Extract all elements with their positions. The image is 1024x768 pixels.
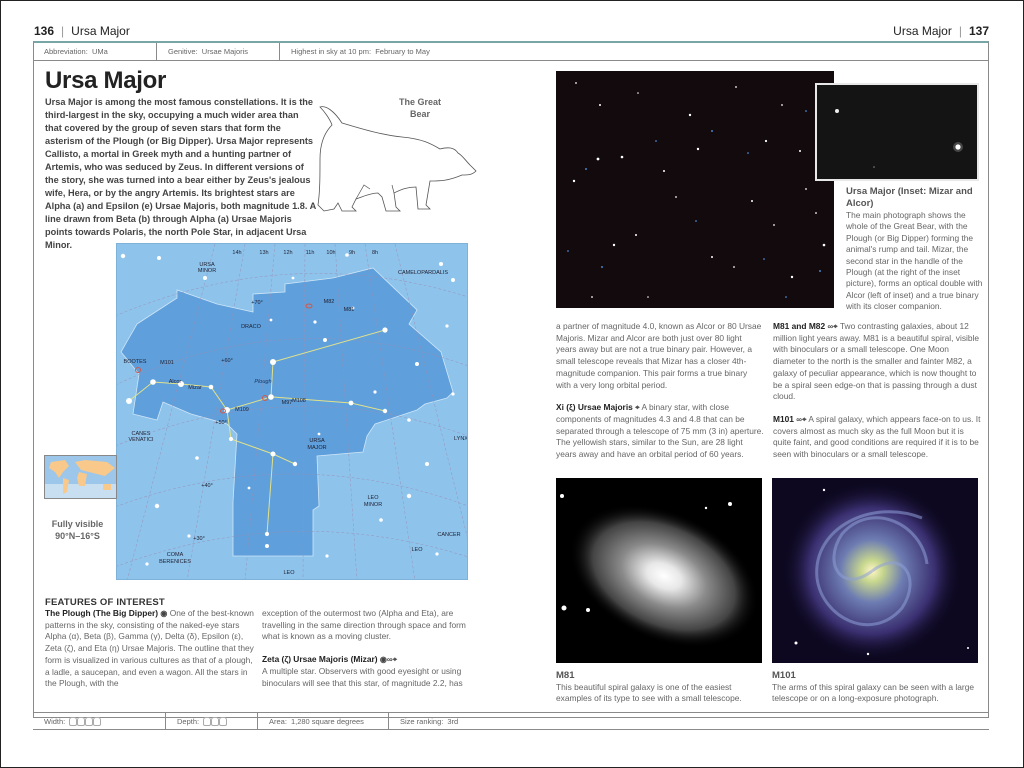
highest-in-sky-cell bbox=[280, 43, 989, 61]
svg-text:+60°: +60° bbox=[221, 358, 233, 364]
inset-graphic bbox=[817, 85, 977, 179]
svg-text:LEO: LEO bbox=[367, 495, 379, 501]
eye-icon: ◉ bbox=[160, 609, 168, 618]
hand-icon bbox=[85, 717, 93, 726]
star-chart bbox=[116, 243, 468, 580]
visibility-label bbox=[40, 518, 115, 542]
svg-text:M101: M101 bbox=[160, 360, 174, 366]
starfield-graphic bbox=[556, 71, 834, 308]
svg-text:BERENICES: BERENICES bbox=[159, 559, 191, 565]
m81-photo bbox=[556, 478, 762, 663]
footer-bar bbox=[33, 712, 989, 730]
m101-caption-text: The arms of this spiral galaxy can be seen with a large telescope or on a long-exposure photograph. bbox=[772, 682, 975, 703]
m101-galaxy-graphic bbox=[772, 478, 978, 663]
genitive-value: Ursae Majoris bbox=[201, 47, 249, 56]
area-cell bbox=[258, 713, 389, 730]
binoculars-icon: ∞ bbox=[386, 655, 393, 665]
svg-text:MINOR: MINOR bbox=[363, 502, 383, 508]
m81-caption-text: This beautiful spiral galaxy is one of the easiest examples of its type to see with a small telescope. bbox=[556, 682, 742, 703]
binoculars-icon: ∞ bbox=[827, 322, 834, 331]
hand-icon bbox=[93, 717, 101, 726]
binoculars-icon: ∞ bbox=[796, 414, 802, 424]
svg-text:13h: 13h bbox=[259, 250, 269, 256]
features-column-2 bbox=[262, 608, 477, 689]
abbreviation-cell bbox=[33, 43, 157, 61]
svg-text:+50°: +50° bbox=[215, 420, 227, 426]
svg-text:9h: 9h bbox=[348, 250, 356, 256]
svg-text:MAJOR: MAJOR bbox=[307, 445, 327, 451]
hand-icon bbox=[69, 717, 77, 726]
size-ranking-cell bbox=[389, 713, 989, 730]
depth-label: Depth: bbox=[177, 716, 200, 726]
area-label: Area: bbox=[269, 716, 287, 726]
plough-title: The Plough (The Big Dipper) bbox=[45, 608, 159, 618]
visibility-world-map bbox=[44, 455, 117, 499]
inset-caption-text: The main photograph shows the whole of the Great Bear, with the Plough (or Big Dipper) forming the animal's rump and tail. Mizar, the second star in the handle of the Plough (at the right of the inset picture), forms an optical double with Alcor (left of inset) and a true binary with its closer companion. bbox=[846, 210, 983, 312]
svg-text:LYNX: LYNX bbox=[454, 436, 468, 442]
zeta-text: A multiple star. Observers with good eyesight or using binoculars will see that this star, of magnitude 2.2, has bbox=[262, 665, 463, 688]
zeta-feature bbox=[262, 654, 477, 689]
m81-m82-text: Two contrasting galaxies, about 12 million light years away. M81 is a beautiful spiral, visible with binoculars or a small telescope. One Moon diameter to the north is the smaller and fainter M82, a galaxy of peculiar appearance, which is now thought to be a spiral seen edge-on that is passing through a dust cloud. bbox=[773, 321, 980, 402]
xi-title: Xi (ξ) Ursae Majoris bbox=[556, 402, 633, 413]
hand-span-icons bbox=[69, 717, 101, 726]
m81-feature bbox=[773, 321, 983, 403]
m81-m82-title: M81 and M82 bbox=[773, 321, 826, 331]
svg-text:CAMELOPARDALIS: CAMELOPARDALIS bbox=[397, 270, 449, 276]
svg-text:+30°: +30° bbox=[193, 536, 205, 542]
mizar-alcor-inset-photo bbox=[815, 83, 979, 181]
area-value: 1,280 square degrees bbox=[290, 716, 364, 726]
svg-text:VENATICI: VENATICI bbox=[128, 437, 154, 443]
xi-text: A binary star, with close components of magnitudes 4.3 and 4.8 that can be separated through a telescope of 75 mm (3 in) aperture. The yellowish stars, similar to the Sun, are 28 light years away and have an orbital period of 60 years. bbox=[556, 402, 764, 460]
telescope-icon: ⌖ bbox=[833, 322, 838, 331]
features-column-3 bbox=[556, 321, 764, 461]
page-number-right: 137 bbox=[968, 24, 989, 38]
svg-text:BOOTES: BOOTES bbox=[123, 359, 147, 365]
width-label: Width: bbox=[44, 716, 66, 726]
depth-cell bbox=[166, 713, 258, 730]
genitive-label: Genitive: bbox=[168, 47, 198, 56]
xi-feature bbox=[556, 402, 764, 461]
inset-caption-title: Ursa Major (Inset: Mizar and Alcor) bbox=[846, 186, 973, 209]
m101-title: M101 bbox=[773, 413, 794, 424]
svg-text:M108: M108 bbox=[292, 398, 306, 404]
telescope-icon: ⌖ bbox=[392, 655, 398, 665]
hand-icon bbox=[203, 717, 211, 726]
svg-text:8h: 8h bbox=[371, 250, 379, 256]
m81-caption-title: M81 bbox=[556, 670, 575, 681]
svg-text:CANES: CANES bbox=[131, 431, 151, 437]
svg-text:M81: M81 bbox=[343, 307, 355, 313]
ursa-major-photo bbox=[556, 71, 834, 308]
svg-text:M109: M109 bbox=[235, 407, 249, 413]
features-heading: FEATURES OF INTEREST bbox=[45, 597, 165, 608]
svg-text:Plough: Plough bbox=[254, 379, 272, 385]
world-map-graphic bbox=[45, 456, 117, 499]
m101-text: A spiral galaxy, which appears face-on to us. It covers almost as much sky as the full Moon but it is quite faint, and good conditions are required if it is to be seen with binoculars or a small telescope. bbox=[773, 413, 981, 460]
hand-span-icons bbox=[203, 717, 227, 726]
m81-galaxy-graphic bbox=[556, 478, 762, 663]
visibility-label-line2: 90°N–16°S bbox=[55, 531, 100, 541]
abbreviation-label: Abbreviation: bbox=[44, 47, 88, 56]
hand-icon bbox=[77, 717, 85, 726]
star-chart-graphic bbox=[117, 244, 468, 580]
svg-text:LEO: LEO bbox=[411, 547, 423, 553]
page-number-left: 136 bbox=[34, 24, 55, 38]
svg-text:11h: 11h bbox=[305, 250, 315, 256]
size-ranking-value: 3rd bbox=[447, 716, 459, 726]
running-title-left: Ursa Major bbox=[71, 24, 130, 38]
m101-caption bbox=[772, 670, 982, 704]
m101-feature bbox=[773, 414, 983, 461]
svg-text:Mizar: Mizar bbox=[188, 385, 202, 391]
m101-caption-title: M101 bbox=[772, 670, 796, 681]
highest-label: Highest in sky at 10 pm: bbox=[291, 47, 372, 56]
svg-text:CANCER: CANCER bbox=[437, 532, 461, 538]
svg-text:DRACO: DRACO bbox=[241, 324, 261, 330]
svg-text:M97: M97 bbox=[281, 400, 293, 406]
size-ranking-label: Size ranking: bbox=[400, 716, 444, 726]
width-cell bbox=[33, 713, 166, 730]
plough-text: One of the best-known patterns in the sky, consisting of the naked-eye stars Alpha (α), Beta (β), Gamma (γ), Delta (δ), Epsilon (ε), Zeta (ζ), and Eta (η) Ursae Majoris. The outline that they form is visualized in various cultures as that of a plough, a ladle, a saucepan, and even a wagon. All the stars in the Plough, with the bbox=[45, 608, 254, 689]
plough-feature bbox=[45, 608, 255, 690]
genitive-cell bbox=[157, 43, 280, 61]
svg-text:+40°: +40° bbox=[201, 483, 213, 489]
page-title: Ursa Major bbox=[45, 67, 167, 94]
svg-text:10h: 10h bbox=[326, 250, 336, 256]
zeta-title: Zeta (ζ) Ursae Majoris (Mizar) bbox=[262, 654, 378, 665]
hand-icon bbox=[219, 717, 227, 726]
m101-photo bbox=[772, 478, 978, 663]
eye-icon: ◉ bbox=[379, 655, 387, 665]
svg-text:COMA: COMA bbox=[166, 552, 184, 558]
svg-text:URSA: URSA bbox=[199, 262, 215, 268]
svg-text:+70°: +70° bbox=[251, 300, 263, 306]
features-column-4 bbox=[773, 321, 983, 461]
svg-text:12h: 12h bbox=[283, 250, 293, 256]
bear-label: The Great Bear bbox=[398, 97, 441, 119]
abbreviation-value: UMa bbox=[91, 47, 108, 56]
visibility-label-line1: Fully visible bbox=[51, 519, 104, 529]
running-title-right: Ursa Major bbox=[893, 24, 952, 38]
highest-value: February to May bbox=[375, 47, 430, 56]
plough-text-continued: exception of the outermost two (Alpha and Eta), are travelling in the same direction through space and form what is known as a moving cluster. bbox=[262, 608, 466, 642]
svg-text:14h: 14h bbox=[232, 250, 242, 256]
svg-text:URSA: URSA bbox=[309, 438, 325, 444]
intro-paragraph: Ursa Major is among the most famous constellations. It is the third-largest in the sky, occupying a much wider area than that covered by the group of seven stars that form the asterism of the Plough (or Big Dipper). Ursa Major represents Callisto, a mortal in Greek myth and a hunting partner of Artemis, who was seduced by Zeus. In different versions of the story, she was turned into a bear either by Zeus's jealous wife, Hera, or by the angry Artemis. Its brightest stars are Alpha (a) and Epsilon (e) Ursae Majoris, both magnitude 1.8. A line drawn from Beta (b) through Alpha (a) Ursae Majoris points towards Polaris, the north Pole Star, in adjacent Ursa Minor. bbox=[45, 97, 316, 250]
running-head-right: Ursa Major | 137 bbox=[893, 24, 989, 38]
hand-icon bbox=[211, 717, 219, 726]
svg-text:LEO: LEO bbox=[283, 570, 295, 576]
telescope-icon: ⌖ bbox=[801, 414, 807, 424]
inset-caption bbox=[846, 186, 984, 313]
running-head-left: 136 | Ursa Major bbox=[34, 24, 130, 38]
info-bar bbox=[33, 43, 989, 61]
svg-text:Alcor: Alcor bbox=[168, 379, 182, 385]
svg-text:M82: M82 bbox=[323, 299, 335, 305]
svg-text:MINOR: MINOR bbox=[197, 268, 217, 274]
telescope-icon: ⌖ bbox=[635, 403, 640, 413]
zeta-text-continued: a partner of magnitude 4.0, known as Alcor or 80 Ursae Majoris. Mizar and Alcor are both just over 80 light years away but are not a true binary pair. However, a small telescope reveals that Mizar has a closer 4th-magnitude companion. This pair forms a true binary with a very long orbital period. bbox=[556, 321, 762, 390]
m81-caption bbox=[556, 670, 766, 704]
